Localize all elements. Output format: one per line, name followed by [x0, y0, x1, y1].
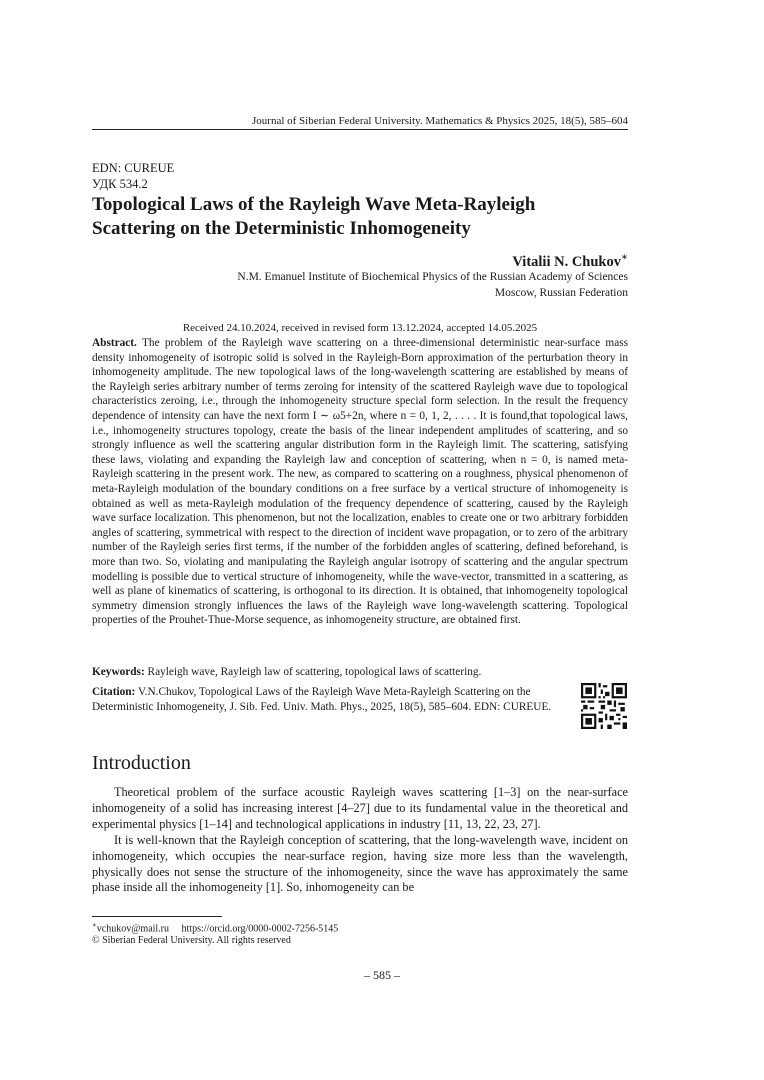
abstract — [92, 336, 628, 628]
paragraph: It is well-known that the Rayleigh conception of scattering, that the long-wavelength wave, incident on inhomogeneity, which occupies the near-surface region, having size more less than the wavelength, physically does not sense the structure of the inhomogeneity, since the wave has approximately the same phase inside all the inhomogeneity [1]. So, inhomogeneity can be — [92, 832, 628, 895]
paragraph: Theoretical problem of the surface acoustic Rayleigh waves scattering [1–3] on the near-surface inhomogeneity of a solid has increasing interest [4–27] due to its fundamental value in the theoretical and experimental physics [1–14] and technological applications in industry [11, 13, 22, 23, 27]. — [92, 785, 628, 831]
citation-text: V.N.Chukov, Topological Laws of the Rayleigh Wave Meta-Rayleigh Scattering on the Deterministic Inhomogeneity, J. Sib. Fed. Univ. Math. Phys., 2025, 18(5), 585–604. EDN: CUREUE. — [92, 686, 552, 713]
abstract-label: Abstract. — [92, 337, 137, 349]
journal-header: Journal of Siberian Federal University. Mathematics & Physics 2025, 18(5), 585–604 — [252, 115, 628, 127]
keywords-label: Keywords: — [92, 666, 145, 678]
footnote-copyright — [92, 935, 291, 946]
footnote-mark: ∗ — [92, 921, 97, 929]
header-rule — [92, 129, 628, 130]
citation-label: Citation: — [92, 686, 136, 698]
keywords-text: Rayleigh wave, Rayleigh law of scattering, topological laws of scattering. — [147, 666, 482, 678]
affiliation-line-1: N.M. Emanuel Institute of Biochemical Physics of the Russian Academy of Sciences — [237, 271, 628, 283]
footnote-rule — [92, 916, 222, 917]
copyright-icon: © — [92, 935, 100, 946]
received-dates: Received 24.10.2024, received in revised form 13.12.2024, accepted 14.05.2025 — [182, 322, 538, 334]
edn-label: EDN: CUREUE — [92, 161, 175, 175]
author-name: Vitalii N. Chukov∗ — [512, 252, 628, 270]
abstract-text: The problem of the Rayleigh wave scattering on a three-dimensional deterministic near-surface mass density inhomogeneity of isotropic solid is solved in the Rayleigh-Born approximation of the perturbation theory in inhomogeneity amplitude. The new topological laws of the long-wavelength scattering are established by means of the Rayleigh series arbitrary number of terms zeroing for intensity of the scattered Rayleigh wave due to topological characteristics zeroing, i.e., through the inhomogeneity structure special form selection. In the result the frequency dependence of intensity can have the next form I ∼ ω5+2n, where n = 0, 1, 2, . . . . It is found,that topological laws, i.e., inhomogeneity structures topology, create the basis of the linear independent amplitudes of scattering, and so strongly influence as well the scattering angular distribution form in the Rayleigh limit. The scattering, satisfying these laws, violating and expanding the Rayleigh law and conception of scattering, when n = 0, is named meta-Rayleigh scattering in the present work. The new, as compared to scattering on a roughness, physical phenomenon of meta-Rayleigh modulation of the boundary conditions on a free surface by a vertical structure of inhomogeneity is obtained as well as meta-Rayleigh modulation of the frequency dependence of scattering, caused by the Rayleigh wave surface localization. This phenomenon, but not the localization, enables to create one or two arbitrary forbidden angles of scattering, symmetrical with respect to the direction of incident wave propagation, or to zero of the arbitrary number of the Rayleigh series first terms, if the number of the forbidden angles of scattering, defined beforehand, is more than two. So, violating and manipulating the Rayleigh angular isotropy of scattering and the angular spectrum modelling is possible due to vertical structure of inhomogeneity, while the wave-vector, transmitted in a scattering, as well as plane of kinematics of scattering, is orthogonal to its direction. It is obtained, that inhomogeneity topological symmetry dimension strongly influences the laws of the Rayleigh wave long-wavelength scattering. Topological properties of the Prouhet-Thue-Morse sequence, as inhomogeneity structure, are obtained first. — [92, 337, 629, 627]
title-line-1: Topological Laws of the Rayleigh Wave Meta-Rayleigh — [92, 194, 536, 215]
author-email[interactable]: vchukov@mail.ru — [96, 923, 170, 935]
keywords — [92, 666, 628, 678]
author-footnote-mark: ∗ — [621, 252, 628, 263]
copyright-text: Siberian Federal University. All rights reserved — [102, 935, 291, 946]
footnote-contact — [92, 921, 338, 934]
citation — [92, 685, 560, 714]
qr-code[interactable] — [581, 683, 627, 729]
orcid-link[interactable]: https://orcid.org/0000-0002-7256-5145 — [181, 923, 339, 935]
section-title: Introduction — [92, 752, 191, 774]
affiliation-line-2: Moscow, Russian Federation — [494, 287, 628, 299]
paper-title — [92, 193, 632, 241]
page-number: – 585 – — [364, 968, 400, 982]
title-line-2: Scattering on the Deterministic Inhomogeneity — [92, 218, 471, 239]
udk-label: УДК 534.2 — [92, 177, 148, 191]
introduction-body — [92, 785, 628, 896]
